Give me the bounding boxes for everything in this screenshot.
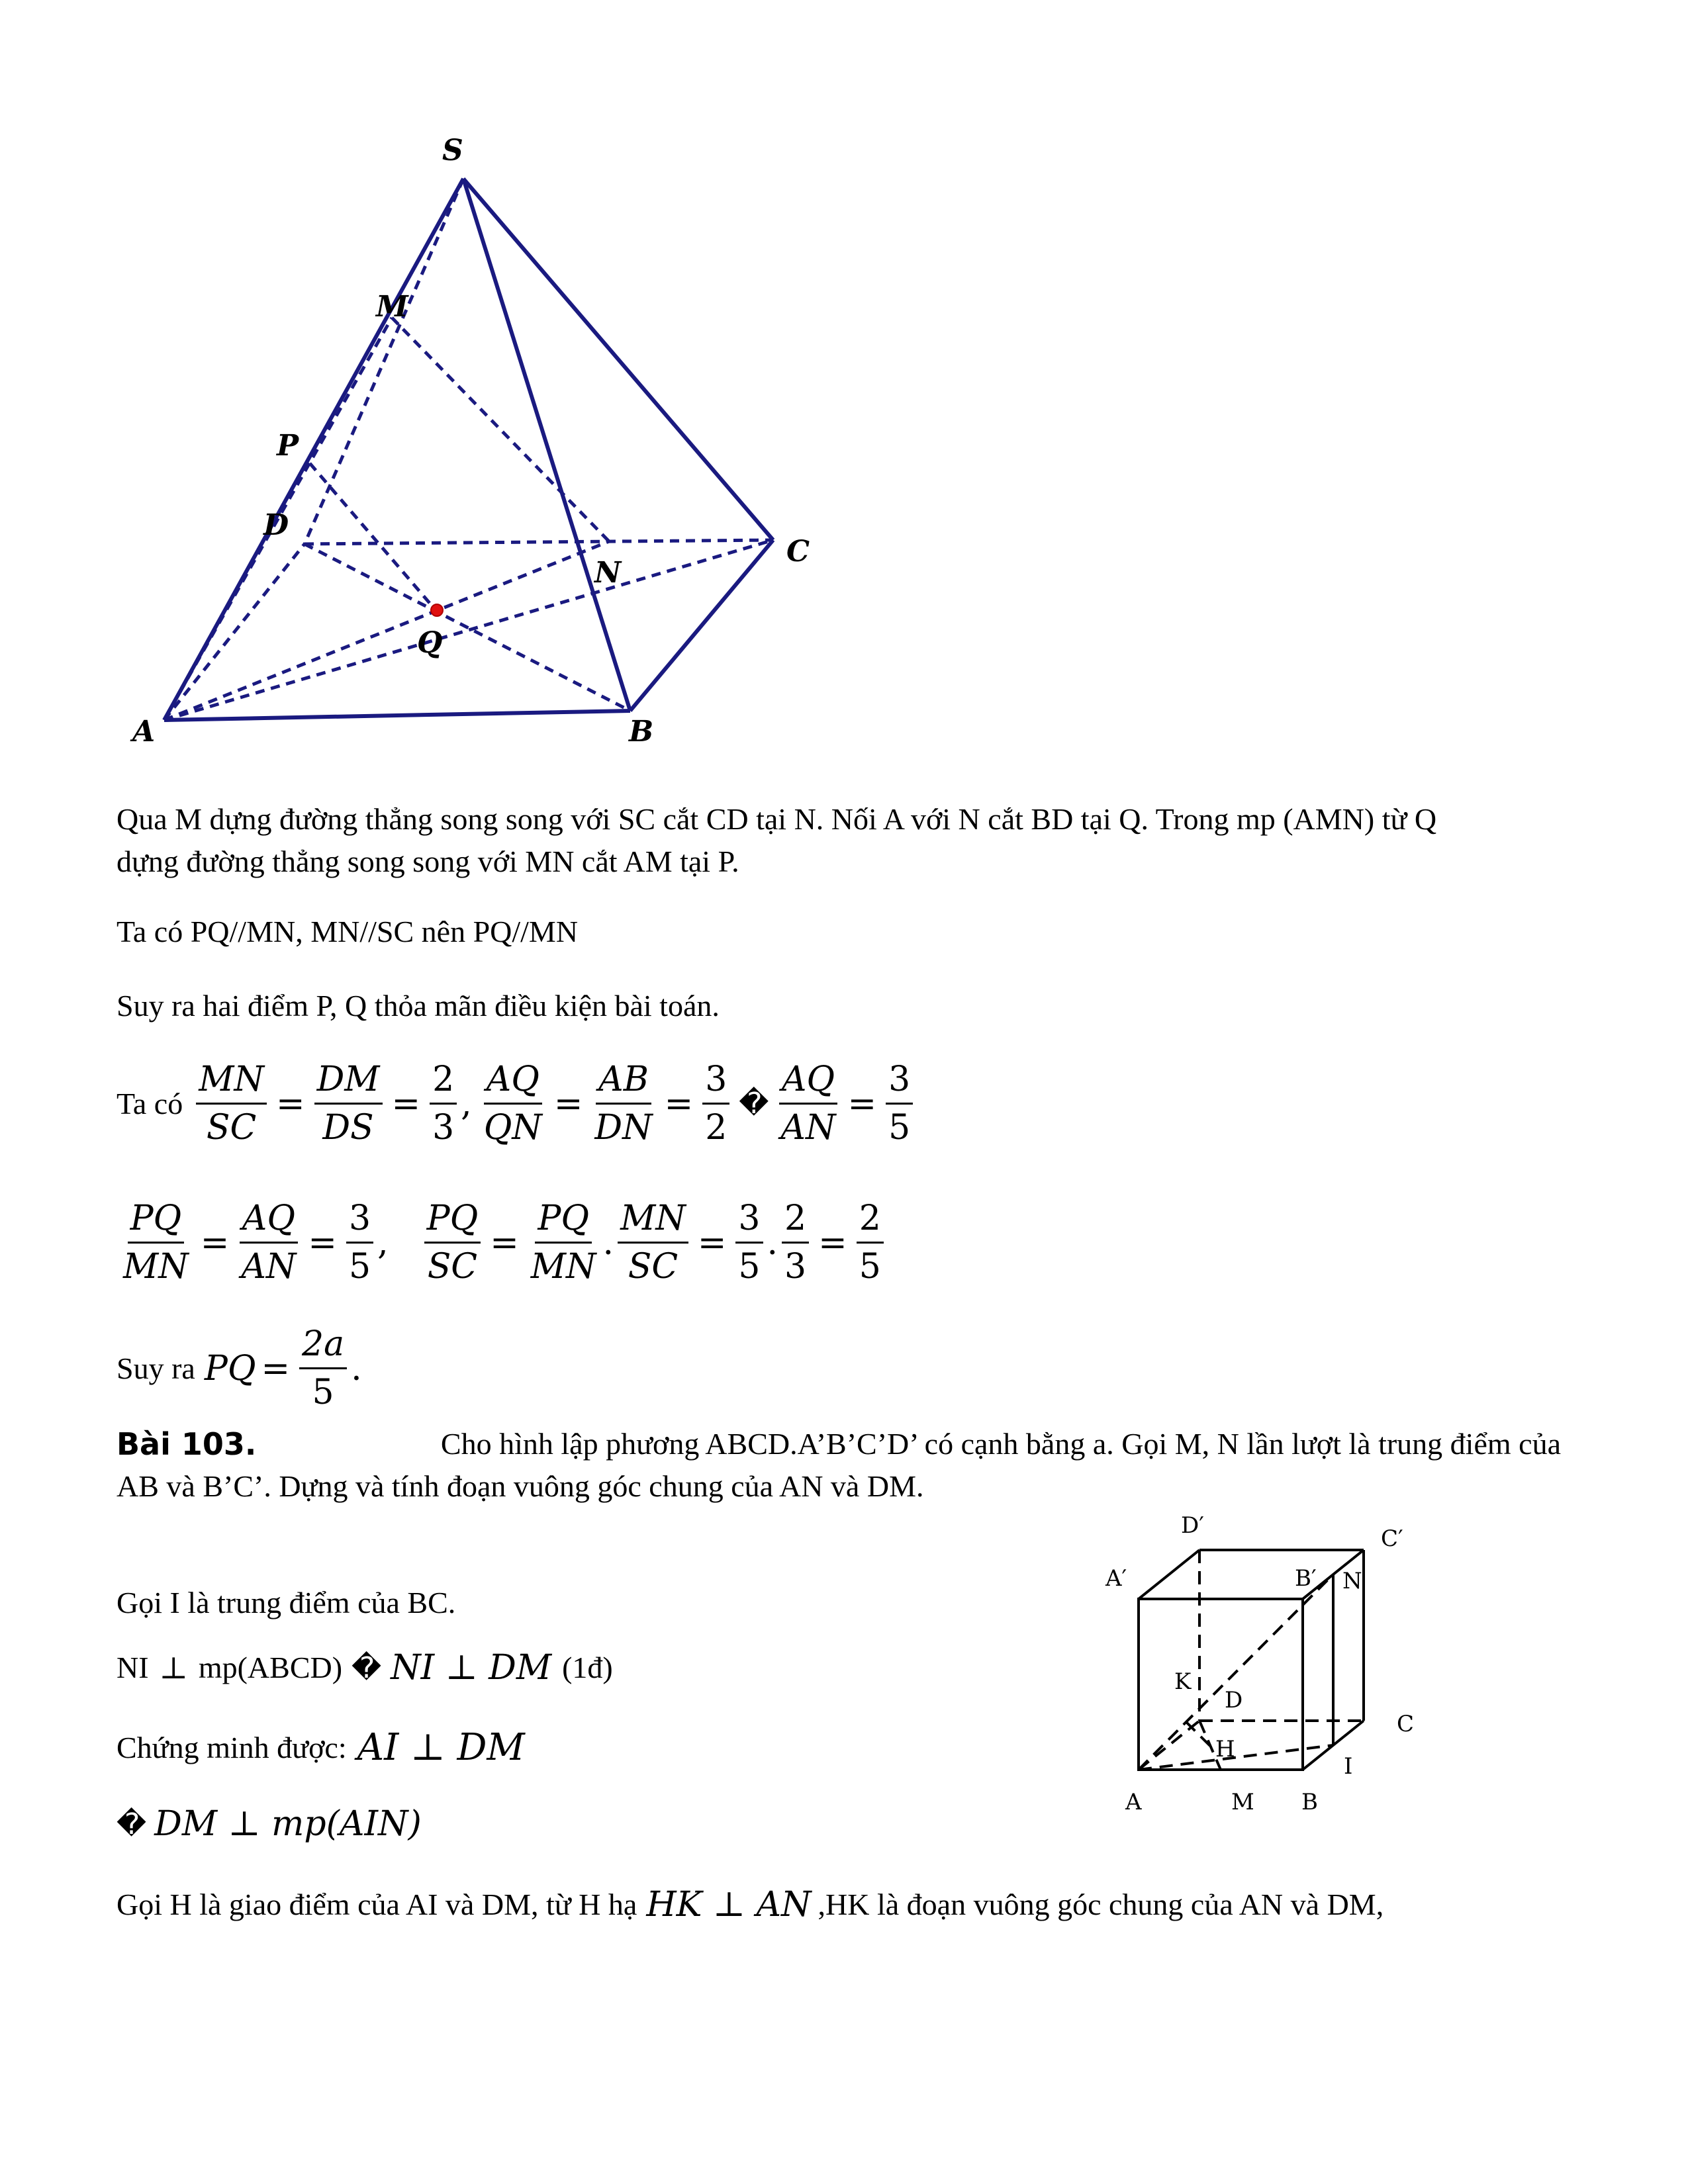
sol-last-line xyxy=(117,1884,1383,1926)
eq3-lhs: PQ xyxy=(204,1348,256,1388)
sol-ni-text: NI xyxy=(117,1651,149,1684)
eq1-frac-2-3: $\frac{2}{3}$ xyxy=(430,1059,457,1148)
cube-label-D1: D′ xyxy=(1181,1512,1204,1539)
sol-cm-line xyxy=(117,1726,525,1769)
cube-label-A: A xyxy=(1125,1789,1142,1815)
sol-perp: ⊥ xyxy=(159,1650,188,1686)
pyramid-figure xyxy=(113,119,841,768)
sol-repl-2: � xyxy=(117,1807,147,1841)
eq1-prefix: Ta có xyxy=(117,1086,183,1120)
edge-AD xyxy=(164,544,305,720)
eq2-frac-2-3: $\frac{2}{3}$ xyxy=(782,1198,809,1287)
cube-label-B: B xyxy=(1301,1789,1318,1815)
sol-ni-math: NI ⊥ DM xyxy=(391,1648,552,1688)
cube-label-C: C xyxy=(1397,1711,1415,1737)
para1-line2: dựng đường thẳng song song với MN cắt AM tại P. xyxy=(117,844,739,878)
label-D: D xyxy=(263,508,289,542)
eq2-frac-pq-mn: $\frac{PQ}{MN}$ xyxy=(123,1199,189,1287)
eq1-frac-mn-sc: $\frac{MN}{SC}$ xyxy=(196,1059,267,1148)
sol-hk-an: HK ⊥ AN xyxy=(646,1885,812,1925)
label-B: B xyxy=(629,715,654,749)
label-S: S xyxy=(442,134,463,167)
eq2-frac-2-5: $\frac{2}{5}$ xyxy=(857,1198,884,1287)
para2: Ta có PQ//MN, MN//SC nên PQ//MN xyxy=(117,915,579,948)
label-M: M xyxy=(376,290,408,324)
cube-label-H: H xyxy=(1215,1736,1235,1762)
sol-dm-mp: DM ⊥ mp(AIN) xyxy=(154,1804,422,1844)
label-N: N xyxy=(594,556,622,590)
edge-AB xyxy=(164,711,630,720)
eq2-dot2: . xyxy=(767,1222,778,1263)
edge-HK xyxy=(1185,1721,1210,1746)
label-Q: Q xyxy=(417,626,443,660)
para3: Suy ra hai điểm P, Q thỏa mãn điều kiện bài toán. xyxy=(117,989,720,1023)
sol-score: (1đ) xyxy=(562,1651,613,1684)
point-Q xyxy=(431,604,443,616)
edge-MN xyxy=(392,318,609,541)
bai103-line2: AB và B’C’. Dựng và tính đoạn vuông góc chung của AN và DM. xyxy=(117,1469,924,1503)
cube-label-D: D xyxy=(1225,1687,1243,1713)
eq1-comma: , xyxy=(461,1083,472,1124)
eq2-frac-pq-sc: $\frac{PQ}{SC}$ xyxy=(424,1198,481,1287)
cube-label-K: K xyxy=(1174,1668,1192,1695)
eq2-frac-pq-mn-b: $\frac{PQ}{MN}$ xyxy=(530,1199,596,1287)
label-A: A xyxy=(132,715,156,749)
sol-ai-dm: AI ⊥ DM xyxy=(357,1726,525,1769)
equation-3: Suy ra PQ = $\frac{2a}{5}$ . xyxy=(117,1324,362,1412)
eq1-frac-aq-an: $\frac{AQ}{AN}$ xyxy=(778,1059,838,1148)
edge-AN xyxy=(164,541,609,720)
edge-A1D1 xyxy=(1139,1550,1199,1599)
bai103-paragraph xyxy=(117,1423,1561,1465)
edge-BC xyxy=(630,540,773,711)
equation-2: $\frac{PQ}{MN}$ = $\frac{AQ}{AN}$ = $\frac{3}{5}$ , $\frac{PQ}{SC}$ = $\frac{PQ}{MN}$ . $\frac{MN}{SC}$ = $\frac{3}{5}$ . $\frac{2}{3}$ = $\frac{2}{5}$ xyxy=(117,1198,888,1287)
label-P: P xyxy=(277,429,299,463)
bai103-line1: Cho hình lập phương ABCD.A’B’C’D’ có cạnh bằng a. Gọi M, N lần lượt là trung điểm của xyxy=(440,1427,1561,1461)
sol-gioi: Gọi I là trung điểm của BC. xyxy=(117,1586,456,1619)
para1-line1: Qua M dựng đường thẳng song song với SC cắt CD tại N. Nối A với N cắt BD tại Q. Trong mp (AMN) từ Q xyxy=(117,802,1437,836)
eq2-comma: , xyxy=(377,1222,389,1263)
cube-label-N: N xyxy=(1342,1568,1362,1594)
bai103-title: Bài 103. xyxy=(117,1426,257,1462)
eq3-frac-2a-5: $\frac{2a}{5}$ xyxy=(299,1324,347,1413)
sol-last-pre: Gọi H là giao điểm của AI và DM, từ H hạ xyxy=(117,1888,637,1921)
sol-dm-line xyxy=(117,1804,422,1844)
cube-label-A1: A′ xyxy=(1105,1565,1127,1592)
edge-DB xyxy=(305,544,630,711)
edge-AC xyxy=(164,540,773,720)
cube-label-C1: C′ xyxy=(1381,1525,1403,1552)
eq1-frac-3-2: $\frac{3}{2}$ xyxy=(702,1059,729,1148)
eq3-prefix: Suy ra xyxy=(117,1351,195,1385)
eq2-frac-3-5-b: $\frac{3}{5}$ xyxy=(735,1198,763,1287)
eq1-replacement-glyph: � xyxy=(739,1087,769,1120)
eq1-frac-3-5: $\frac{3}{5}$ xyxy=(886,1059,913,1148)
eq2-frac-mn-sc: $\frac{MN}{SC}$ xyxy=(618,1198,688,1287)
sol-ni-line xyxy=(117,1647,613,1689)
eq1-frac-ab-dn: $\frac{AB}{DN}$ xyxy=(594,1060,653,1148)
edge-SC xyxy=(463,179,773,540)
cube-figure xyxy=(1086,1502,1483,1827)
label-C: C xyxy=(786,535,810,569)
edge-SB xyxy=(463,179,630,711)
equation-1: Ta có $\frac{MN}{SC}$ = $\frac{DM}{DS}$ = $\frac{2}{3}$ , $\frac{AQ}{QN}$ = $\frac{AB}{DN}$ = $\frac{3}{2}$ � $\frac{AQ}{AN}$ = $\frac{3}{5}$ xyxy=(117,1059,917,1148)
edge-SD xyxy=(305,179,463,544)
eq1-frac-aq-qn: $\frac{AQ}{QN}$ xyxy=(483,1060,542,1148)
eq2-frac-3-5: $\frac{3}{5}$ xyxy=(346,1198,373,1287)
sol-last-post: ,HK là đoạn vuông góc chung của AN và DM, xyxy=(818,1888,1384,1921)
eq2-dot: . xyxy=(602,1222,614,1263)
eq1-frac-dm-ds: $\frac{DM}{DS}$ xyxy=(314,1059,383,1148)
cube-label-B1: B′ xyxy=(1295,1565,1317,1592)
eq3-period: . xyxy=(351,1348,362,1388)
cube-label-I: I xyxy=(1344,1753,1353,1780)
eq2-frac-aq-an: $\frac{AQ}{AN}$ xyxy=(238,1198,299,1287)
sol-repl-1: � xyxy=(352,1651,382,1685)
sol-mp: mp(ABCD) xyxy=(198,1651,343,1684)
cube-label-M: M xyxy=(1231,1789,1254,1815)
sol-cm: Chứng minh được: xyxy=(117,1730,347,1764)
